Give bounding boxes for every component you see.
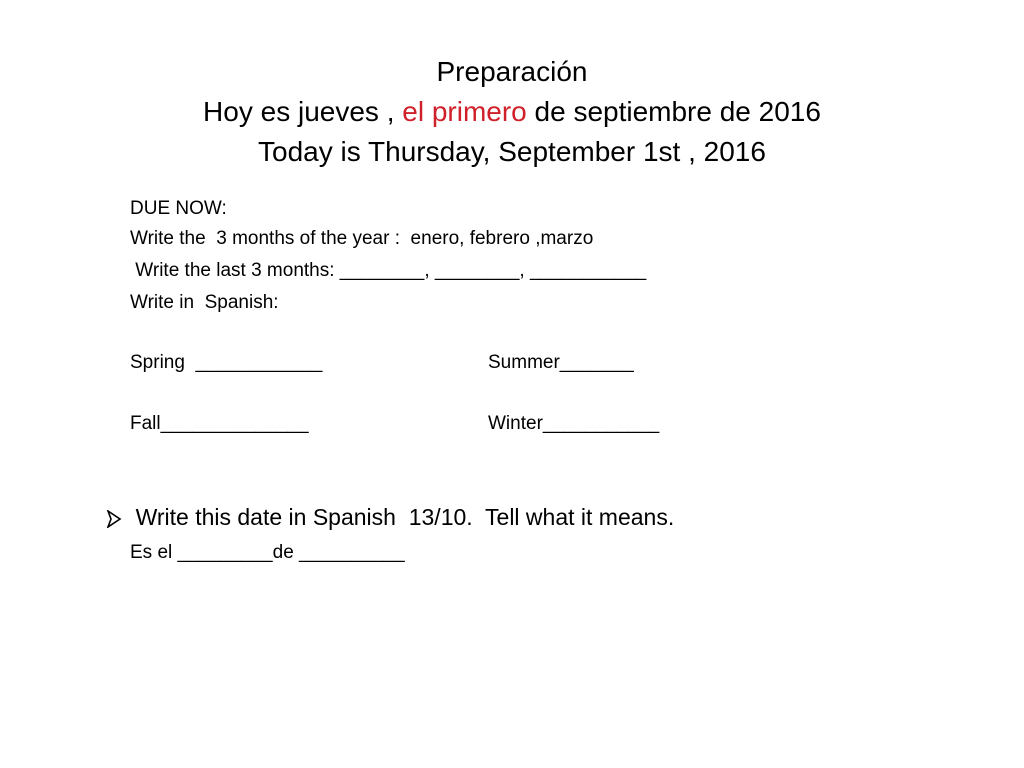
title-preparacion: Preparación: [436, 56, 588, 87]
due-now-heading: DUE NOW:: [130, 198, 227, 219]
title-date-highlight: el primero: [402, 96, 527, 127]
spring-blank: Spring ____________: [130, 352, 323, 373]
slide-title: [0, 52, 1024, 172]
title-date-english: Today is Thursday, September 1st , 2016: [258, 136, 766, 167]
write-spanish-line: Write in Spanish:: [130, 292, 279, 313]
last-months-line: Write the last 3 months: ________, ________, ___________: [130, 260, 647, 281]
title-date-spanish-end: de septiembre de 2016: [526, 96, 821, 127]
winter-blank: Winter___________: [488, 413, 660, 434]
answer-line: Es el _________de __________: [130, 542, 405, 563]
arrow-bullet-icon: [106, 510, 122, 528]
title-date-spanish-start: Hoy es jueves ,: [203, 96, 403, 127]
title-date-spanish: [0, 92, 1024, 132]
first-months-line: Write the 3 months of the year : enero, febrero ,marzo: [130, 228, 594, 249]
bullet-text: Write this date in Spanish 13/10. Tell what it means.: [135, 504, 675, 530]
summer-blank: Summer_______: [488, 352, 634, 373]
fall-blank: Fall______________: [130, 413, 309, 434]
